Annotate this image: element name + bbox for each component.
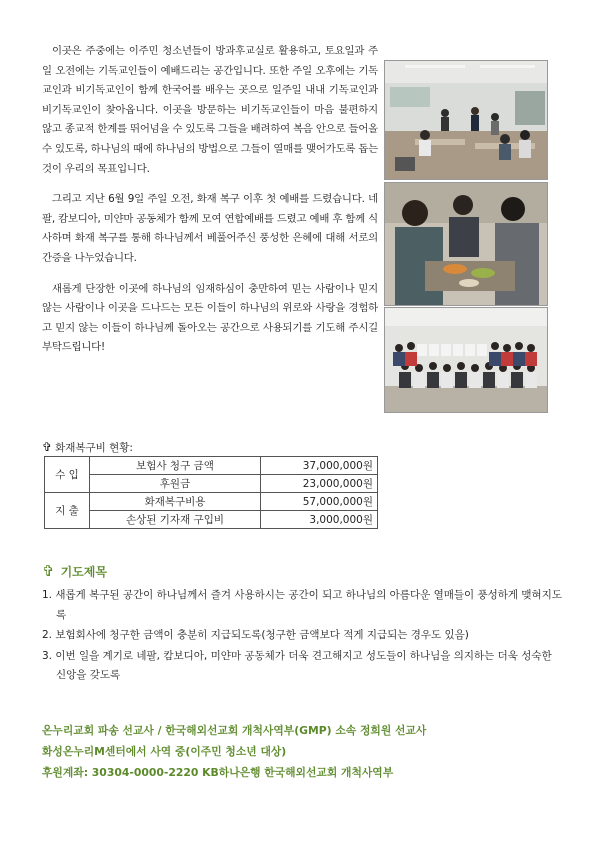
table-cell-amount: 23,000,000원 bbox=[261, 475, 378, 493]
fund-table bbox=[44, 456, 378, 529]
prayer-title-text: 기도제목 bbox=[60, 565, 107, 579]
list-item: 2. 보험회사에 청구한 금액이 충분히 지급되도록(청구한 금액보다 적게 지급되는 경우도 있음) bbox=[42, 629, 469, 641]
table-row bbox=[45, 511, 378, 529]
table-cell-item: 후원금 bbox=[90, 475, 261, 493]
cross-icon: ✞ bbox=[42, 440, 53, 454]
paragraph-1: 이곳은 주중에는 이주민 청소년들이 방과후교실로 활용하고, 토요일과 주일 오전에는 기독교인들이 예배드리는 공간입니다. 또한 주일 오후에는 기독교인과 비기독교인이 함께 한국어를 배우는 곳으로 일주일 내내 기독교인과 비기독교인이 찾아옵니다. 이곳을 방문하는 비기독교인들이 마음 불편하지 않고 종교적 한계를 뛰어넘을 수 있도록 그들을 배려하여 복음 안으로 들어올 수 있도록, 하나님의 때에 하나님의 방법으로 그들이 열매를 맺어가도록 돕는 것이 우리의 목표입니다. bbox=[42, 45, 378, 175]
footer bbox=[42, 720, 562, 783]
footer-ministry: 화성온누리M센터에서 사역 중(이주민 청소년 대상) bbox=[42, 745, 287, 758]
list-item: 3. 이번 일을 계기로 네팔, 캄보디아, 미얀마 공동체가 더욱 견고해지고 성도들이 하나님을 의지하는 더욱 성숙한 신앙을 갖도록 bbox=[42, 649, 552, 681]
prayer-list bbox=[42, 586, 562, 687]
body-text bbox=[42, 42, 378, 369]
footer-account: 후원계좌: 30304-0000-2220 KB하나은행 한국해외선교회 개척사역부 bbox=[42, 766, 394, 779]
table-cell-amount: 37,000,000원 bbox=[261, 457, 378, 475]
fund-title-text: 화재복구비 현황: bbox=[55, 442, 133, 454]
photo-meal bbox=[384, 182, 548, 306]
category-income: 수 입 bbox=[45, 457, 90, 493]
photo-classroom bbox=[384, 60, 548, 180]
table-row bbox=[45, 475, 378, 493]
table-row bbox=[45, 457, 378, 475]
list-item: 1. 새롭게 복구된 공간이 하나님께서 즐겨 사용하시는 공간이 되고 하나님의 아름다운 열매들이 풍성하게 맺혀지도록 bbox=[42, 589, 562, 621]
table-cell-item: 보험사 청구 금액 bbox=[90, 457, 261, 475]
cross-icon: ✞ bbox=[42, 562, 55, 580]
fund-title bbox=[42, 440, 133, 455]
table-cell-item: 화재복구비용 bbox=[90, 493, 261, 511]
photo-group bbox=[384, 307, 548, 413]
table-cell-amount: 3,000,000원 bbox=[261, 511, 378, 529]
prayer-title bbox=[42, 562, 107, 580]
footer-missionary: 온누리교회 파송 선교사 / 한국해외선교회 개척사역부(GMP) 소속 정희원 선교사 bbox=[42, 724, 427, 737]
table-row bbox=[45, 493, 378, 511]
table-cell-amount: 57,000,000원 bbox=[261, 493, 378, 511]
table-cell-item: 손상된 기자재 구입비 bbox=[90, 511, 261, 529]
paragraph-2: 그리고 지난 6월 9일 주일 오전, 화재 복구 이후 첫 예배를 드렸습니다. 네팔, 캄보디아, 미얀마 공동체가 함께 모여 연합예배를 드렸고 예배 후 함께 식사하며 화재 복구를 통해 하나님께서 베풀어주신 풍성한 은혜에 대해 서로의 간증을 나누었습니다. bbox=[42, 193, 378, 264]
category-expense: 지 출 bbox=[45, 493, 90, 529]
paragraph-3: 새롭게 단장한 이곳에 하나님의 임재하심이 충만하여 믿는 사람이나 믿지 않는 사람이나 이곳을 드나드는 모든 이들이 하나님의 위로와 사랑을 경험하고 믿지 않는 이들이 하나님께 돌아오는 공간으로 사용되기를 기도해 주시길 부탁드립니다! bbox=[42, 282, 378, 354]
